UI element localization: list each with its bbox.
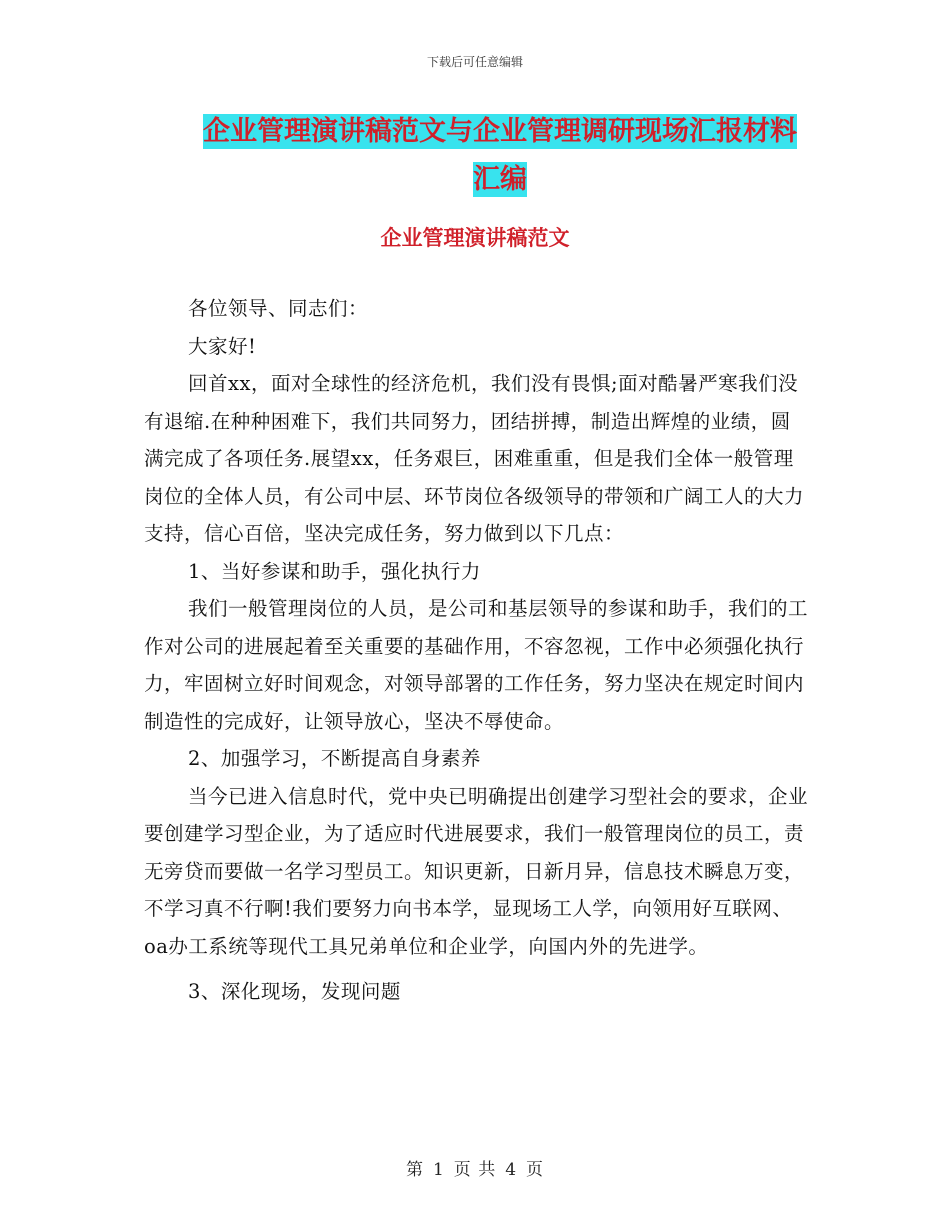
heading-item-2: 2、加强学习，不断提高自身素养 [188, 747, 481, 770]
heading-item-1: 1、当好参谋和助手，强化执行力 [188, 559, 481, 583]
page-current: 1 [432, 1160, 445, 1180]
page-mid: 页 共 [453, 1160, 497, 1180]
paragraph-item-2: 当今已进入信息时代，党中央已明确提出创建学习型社会的要求，企业要创建学习型企业，为了适应时代进展要求，我们一般管理岗位的员工，责无旁贷而要做一名学习型员工。知识更新，日新月异，信息技术瞬息万变，不学习真不行啊!我们要努力向书本学，显现场工人学，向领用好互联网、oa办工系统等现代工具兄弟单位和企业学，向国内外的先进学。 [144, 784, 809, 958]
heading-item-3: 3、深化现场，发现问题 [188, 980, 401, 1003]
document-title-text: 企业管理演讲稿范文与企业管理调研现场汇报材料汇编 [203, 116, 797, 195]
document-body [144, 290, 808, 1011]
page-total: 4 [505, 1160, 518, 1180]
page-suffix: 页 [526, 1160, 545, 1180]
page-prefix: 第 [405, 1160, 424, 1180]
salutation: 各位领导、同志们： [188, 297, 369, 320]
paragraph-item-1: 我们一般管理岗位的人员，是公司和基层领导的参谋和助手，我们的工作对公司的进展起着至关重要的基础作用，不容忽视，工作中必须强化执行力，牢固树立好时间观念，对领导部署的工作任务，努力坚决在规定时间内制造性的完成好，让领导放心，坚决不辱使命。 [144, 597, 809, 733]
section-title: 企业管理演讲稿范文 [380, 226, 570, 250]
header-note: 下载后可任意编辑 [426, 55, 523, 69]
greeting: 大家好! [188, 334, 257, 358]
document-title [190, 108, 810, 204]
page-number-footer [0, 1155, 950, 1180]
paragraph-intro: 回首xx，面对全球性的经济危机，我们没有畏惧;面对酷暑严寒我们没有退缩.在种种困难下，我们共同努力，团结拼搏，制造出辉煌的业绩，圆满完成了各项任务.展望xx，任务艰巨，困难重重，但是我们全体一般管理岗位的全体人员，有公司中层、环节岗位各级领导的带领和广阔工人的大力支持，信心百倍，坚决完成任务，努力做到以下几点： [144, 372, 805, 545]
